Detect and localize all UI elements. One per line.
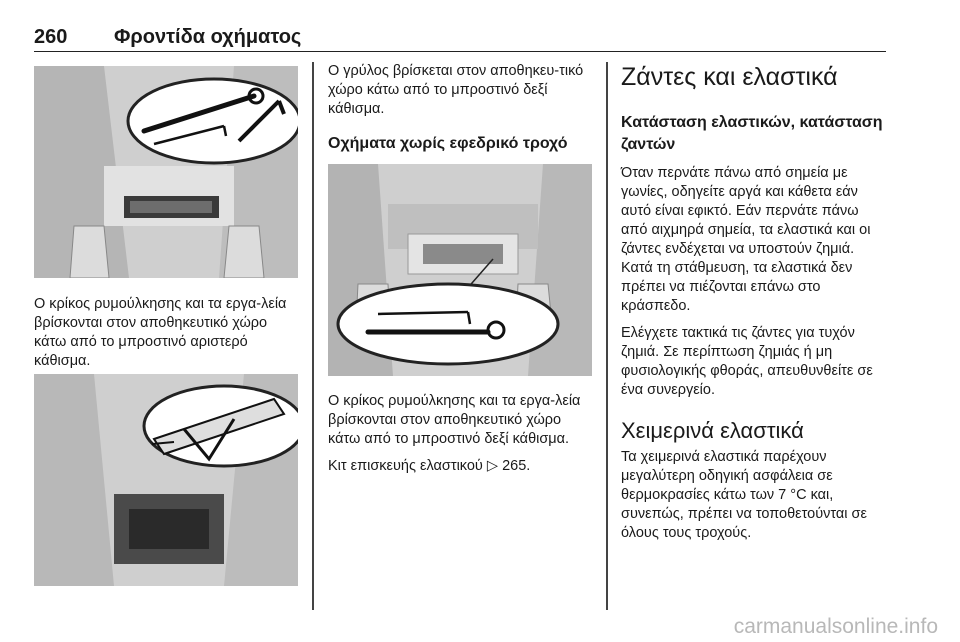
column-3	[621, 62, 889, 543]
repair-kit-page-ref: 265.	[502, 458, 531, 474]
section-heading-wheels-tyres: Ζάντες και ελαστικά	[621, 63, 838, 91]
column-divider	[606, 62, 608, 610]
page-number: 260	[34, 26, 68, 48]
column-2	[328, 62, 592, 155]
watermark: carmanualsonline.info	[733, 615, 938, 638]
subheading-no-spare: Οχήματα χωρίς εφεδρικό τροχό	[328, 135, 568, 152]
section-heading-winter-tyres: Χειμερινά ελαστικά	[621, 418, 804, 443]
paragraph-repair-kit	[328, 457, 592, 476]
paragraph-check-wheels: Ελέγχετε τακτικά τις ζάντες για τυχόν ζημιά. Σε περίπτωση ζημιάς ή μη φυσιολογικής φθοράς, απευθυνθείτε σε ένα συνεργείο.	[621, 325, 873, 398]
figure-towing-eye-tools	[34, 66, 298, 278]
column-2-lower	[328, 392, 592, 476]
subheading-tyre-condition: Κατάσταση ελαστικών, κατάσταση ζαντών	[621, 114, 883, 153]
figure-caption: Ο κρίκος ρυμούλκησης και τα εργα-λεία βρίσκονται στον αποθηκευτικό χώρο κάτω από το μπροστινό δεξί κάθισμα.	[328, 393, 581, 447]
arrow-right-icon: ▷	[486, 458, 499, 474]
figure-caption: Ο κρίκος ρυμούλκησης και τα εργα-λεία βρίσκονται στον αποθηκευτικό χώρο κάτω από το μπροστινό αριστερό κάθισμα.	[34, 296, 287, 369]
column-1	[34, 295, 300, 371]
page-header	[34, 22, 886, 52]
repair-kit-text: Κιτ επισκευής ελαστικού	[328, 458, 483, 474]
paragraph-driving-over-edges: Όταν περνάτε πάνω από σημεία με γωνίες, οδηγείτε αργά και κάθετα εάν αυτό είναι εφικτό. Εάν περνάτε πάνω από αιχμηρά σημεία, τα ελαστικά και οι ζάντες ενδέχεται να υποστούν ζημιά. Κατά τη στάθμευση, τα ελαστικά δεν πρέπει να πιέζονται επάνω στο κράσπεδο.	[621, 165, 871, 314]
column-divider	[312, 62, 314, 610]
paragraph-jack-location: Ο γρύλος βρίσκεται στον αποθηκευ-τικό χώρο κάτω από το μπροστινό δεξί κάθισμα.	[328, 63, 584, 117]
figure-jack	[34, 374, 298, 586]
section-title: Φροντίδα οχήματος	[114, 26, 302, 48]
paragraph-winter-tyres: Τα χειμερινά ελαστικά παρέχουν μεγαλύτερη οδηγική ασφάλεια σε θερμοκρασίες κάτω των 7 °C και, συνεπώς, πρέπει να τοποθετούνται σε όλους τους τροχούς.	[621, 449, 867, 541]
figure-towing-eye-right-seat	[328, 164, 592, 376]
